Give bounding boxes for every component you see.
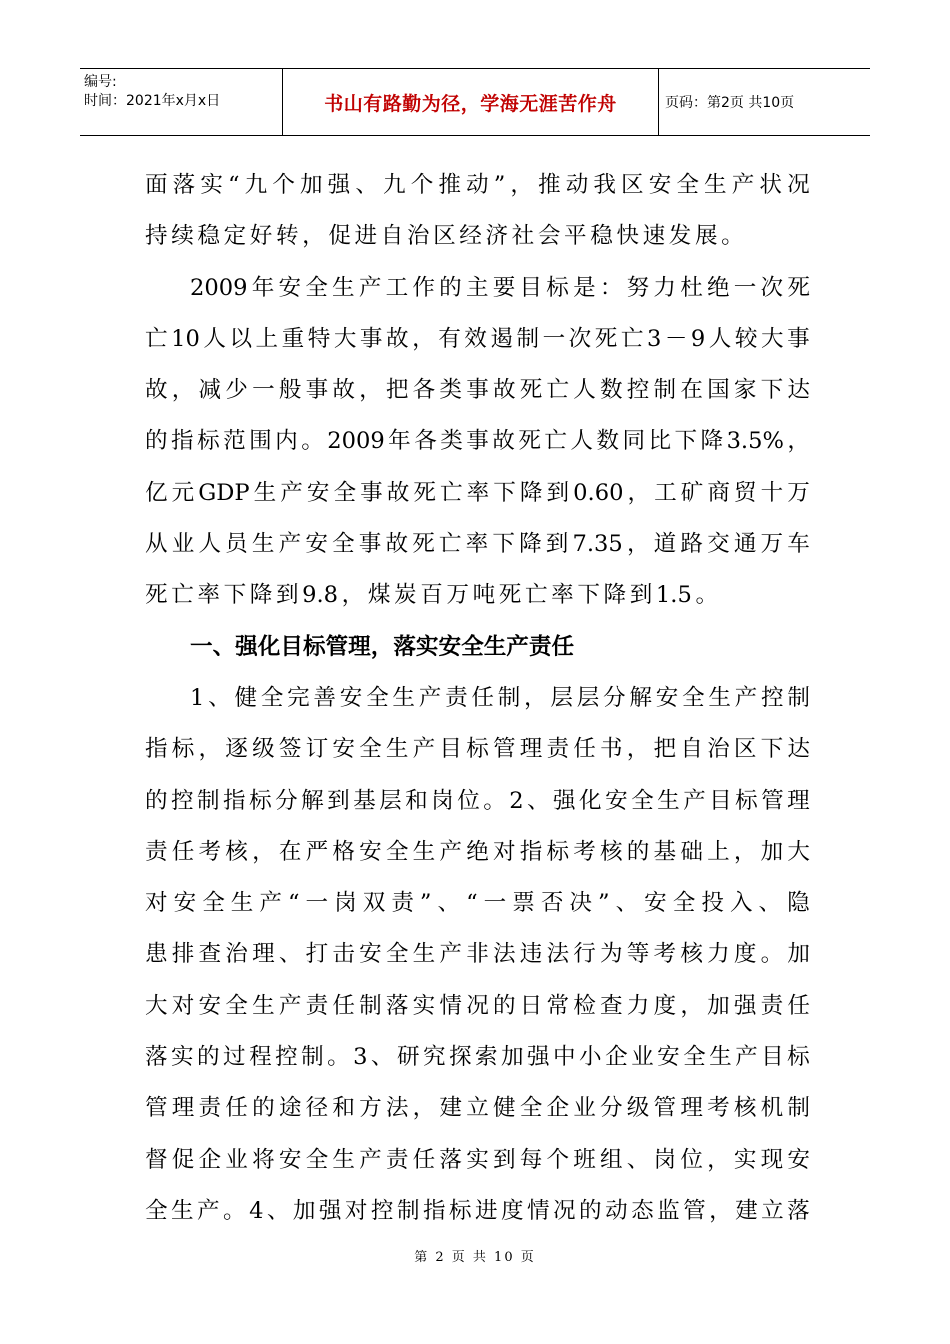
- text-line: 持 续 稳 定 好 转 ， 促 进 自 治 区 经 济 社 会 平 稳 快 速 发 展 。: [145, 223, 744, 250]
- text-line: 管 理 责 任 的 途 径 和 方 法 ， 建 立 健 全 企 业 分 级 管 理 考 核 机 制: [145, 1095, 810, 1122]
- text-line: 大 对 安 全 生 产 责 任 制 落 实 情 况 的 日 常 检 查 力 度 ， 加 强 责 任: [145, 992, 810, 1019]
- text-line: 从 业 人 员 生 产 安 全 事 故 死 亡 率 下 降 到 7.35 ， 道 路 交 通 万 车: [145, 531, 810, 558]
- text-line: 亡 10 人 以 上 重 特 大 事 故 ， 有 效 遏 制 一 次 死 亡 3 － 9 人 较 大 事: [145, 325, 810, 352]
- document-body: [145, 160, 810, 1237]
- header-page-info: 页码：第2页 共10页: [665, 95, 795, 111]
- text-line: 2009 年 安 全 生 产 工 作 的 主 要 目 标 是 ： 努 力 杜 绝 一 次 死: [190, 274, 810, 301]
- document-time-label: 时间：2021年x月x日: [84, 93, 221, 109]
- text-line: 面 落 实 “ 九 个 加 强 、 九 个 推 动 ” ， 推 动 我 区 安 全 生 产 状 况: [145, 172, 810, 198]
- document-number-label: 编号:: [84, 74, 117, 90]
- text-line: 的 指 标 范 围 内 。 2009 年 各 类 事 故 死 亡 人 数 同 比 下 降 3.5% ，: [145, 428, 810, 455]
- page-header: [80, 68, 870, 136]
- text-line: 的 控 制 指 标 分 解 到 基 层 和 岗 位 。 2 、 强 化 安 全 生 产 目 标 管 理: [145, 787, 810, 814]
- text-line: 死 亡 率 下 降 到 9.8 ， 煤 炭 百 万 吨 死 亡 率 下 降 到 1.5 。: [145, 582, 719, 609]
- text-line: 指 标 ， 逐 级 签 订 安 全 生 产 目 标 管 理 责 任 书 ， 把 自 治 区 下 达: [145, 736, 810, 763]
- text-line: 全 生 产 。 4 、 加 强 对 控 制 指 标 进 度 情 况 的 动 态 监 管 ， 建 立 落: [145, 1197, 810, 1224]
- header-meta-cell: [80, 69, 283, 135]
- text-line: 责 任 考 核 ， 在 严 格 安 全 生 产 绝 对 指 标 考 核 的 基 础 上 ， 加 大: [145, 838, 810, 865]
- text-line: 1 、 健 全 完 善 安 全 生 产 责 任 制 ， 层 层 分 解 安 全 生 产 控 制: [190, 684, 810, 711]
- text-line: 督 促 企 业 将 安 全 生 产 责 任 落 实 到 每 个 班 组 、 岗 位 ， 实 现 安: [145, 1146, 810, 1173]
- header-motto: 书山有路勤为径，学海无涯苦作舟: [324, 92, 617, 115]
- header-motto-cell: [283, 69, 659, 135]
- page-footer: 第 2 页 共 10 页: [414, 1250, 536, 1265]
- text-line: 对 安 全 生 产 “ 一 岗 双 责 ” 、 “ 一 票 否 决 ” 、 安 全 投 入 、 隐: [145, 890, 810, 917]
- text-line: 落 实 的 过 程 控 制 。 3 、 研 究 探 索 加 强 中 小 企 业 安 全 生 产 目 标: [145, 1044, 810, 1071]
- header-page-cell: [659, 69, 870, 135]
- text-line: 亿 元 GDP 生 产 安 全 事 故 死 亡 率 下 降 到 0.60 ， 工 矿 商 贸 十 万: [145, 479, 810, 506]
- text-line: 故 ， 减 少 一 般 事 故 ， 把 各 类 事 故 死 亡 人 数 控 制 在 国 家 下 达: [145, 377, 810, 404]
- section-heading: 一、强化目标管理，落实安全生产责任: [190, 633, 575, 660]
- text-line: 患 排 查 治 理 、 打 击 安 全 生 产 非 法 违 法 行 为 等 考 核 力 度 。 加: [145, 941, 810, 968]
